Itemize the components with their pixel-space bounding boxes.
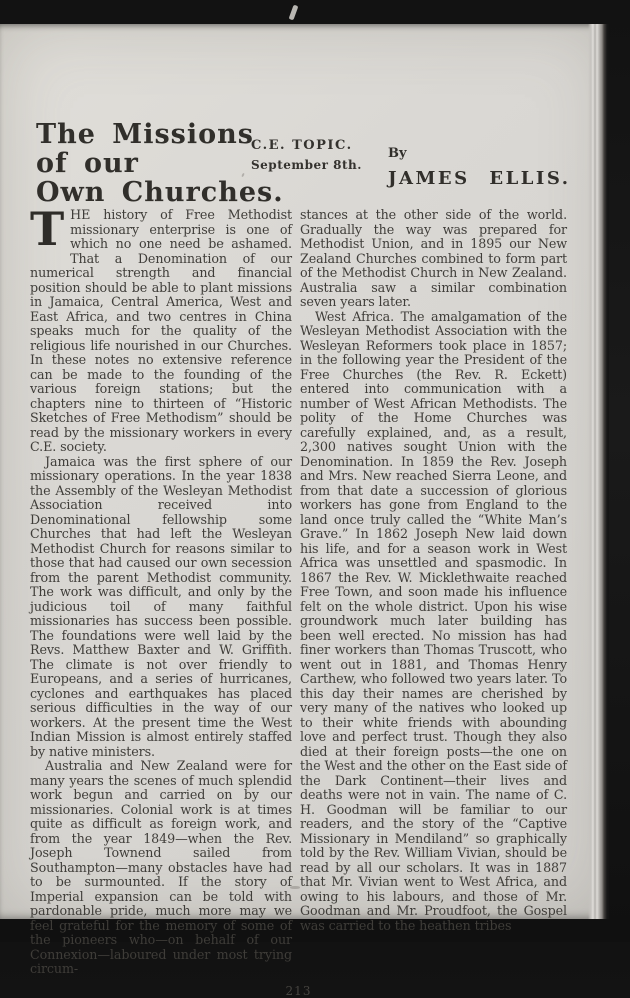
article-title — [36, 120, 284, 207]
byline-prefix: By — [388, 146, 407, 161]
paragraph — [30, 202, 292, 455]
paragraph: Australia and New Zealand were for many years the scenes of much splendid work begun and carried on by our missionaries. Colonial work is at times quite as difficult as foreign work, and from the year 1849—when the Rev. Joseph Townend sailed from Southampton—many obstacles have had to be surmounted. If the story of Imperial expansion can be told with pardonable pride, much more may we feel grateful for the memory of some of the pioneers who—on behalf of our Connexion—laboured under most trying circum- — [30, 758, 292, 976]
scan-artifact-sliver — [289, 5, 299, 21]
topic-date: September 8th. — [251, 158, 362, 172]
page-edge-strips — [588, 24, 609, 919]
paragraph: Jamaica was the first sphere of our missionary operations. In the year 1838 the Assembly of the Wesleyan Methodist Association received into Denominational fellowship some Churches that had left the Wesleyan Methodist Church for reasons similar to those that had caused our own secession from the parent Methodist community. The work was difficult, and only by the judicious toil of many faithful missionaries has success been possible. The foundations were well laid by the Revs. Matthew Baxter and W. Griffith. The climate is not over friendly to Europeans, and a series of hurricanes, cyclones and earthquakes has placed serious difficulties in the way of our workers. At the present time the West Indian Mission is almost entirely staffed by native ministers. — [30, 453, 292, 759]
article-column-right — [300, 208, 567, 977]
page-number: 213 — [285, 983, 312, 998]
author-name: JAMES ELLIS. — [388, 168, 571, 189]
topic-label: C.E. TOPIC. — [251, 138, 353, 153]
text-columns — [30, 202, 567, 977]
topic-block — [251, 138, 362, 172]
article-body — [30, 202, 567, 998]
title-line: The Missions — [36, 119, 254, 150]
paragraph: West Africa. The amalgamation of the Wesleyan Methodist Association with the Wesleyan Reformers took place in 1857; in the following year the President of the Free Churches (the Rev. R. Eckett) entered into communication with a number of West African Methodists. The polity of the Home Churches was carefully explained, and, as a result, 2,300 natives sought Union with the Denomination. In 1859 the Rev. Joseph and Mrs. New reached Sierra Leone, and from that date a succession of glorious workers has gone from England to the land once truly called the “White Man’s Grave.” In 1862 Joseph New laid down his life, and for a season work in West Africa was unsettled and spasmodic. In 1867 the Rev. W. Micklethwaite reached Free Town, and soon made his influence felt on the whole district. Upon his wise groundwork much later building has been well erected. No mission has had finer workers than Thomas Truscott, who went out in 1881, and Thomas Henry Carthew, who followed two years later. To this day their names are cherished by very many of the natives who looked up to their white friends with abounding love and perfect trust. Though they also died at their foreign posts—the one on the West and the other on the East side of the Dark Continent—their lives and deaths were not in vain. The name of C. H. Goodman will be familiar to our readers, and the story of the “Captive Missionary in Mendiland” so graphically told by the Rev. William Vivian, should be read by all our scholars. It was in 1887 that Mr. Vivian went to West Africa, and owing to his labours, and those of Mr. Goodman and Mr. Proudfoot, the Gospel was carried to the heathen tribes — [300, 308, 567, 933]
byline — [388, 146, 570, 189]
book-page — [0, 24, 609, 998]
drop-cap: T — [30, 202, 65, 256]
article-column-left — [30, 202, 292, 977]
title-line: Own Churches. — [36, 177, 284, 208]
paragraph-text: HE history of Free Methodist missionary enterprise is one of which no one need be ashamed. That a Denomination of our numerical strength and financial position should be able to plant missions in Jamaica, Central America, West and East Africa, and two centres in China speaks much for the quality of the religious life nourished in our Churches. In these notes no extensive reference can be made to the founding of the various foreign stations; but the chapters nine to thirteen of “Historic Sketches of Free Methodism” should be read by the missionary workers in every C.E. society. — [30, 207, 292, 454]
title-line: of our — [36, 148, 139, 179]
paragraph: stances at the other side of the world. Gradually the way was prepared for Methodist Union, and in 1895 our New Zealand Churches combined to form part of the Methodist Church in New Zealand. Australia saw a similar combination seven years later. — [300, 207, 567, 309]
